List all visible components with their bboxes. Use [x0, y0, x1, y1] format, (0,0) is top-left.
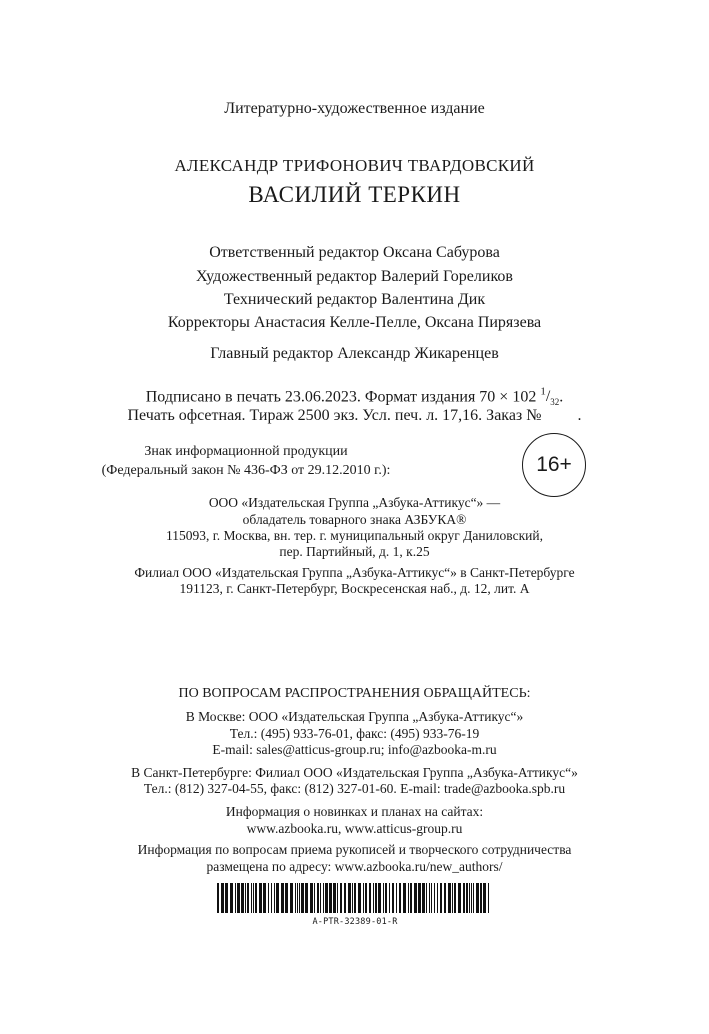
barcode-bar	[271, 883, 272, 913]
editor-proofreaders: Корректоры Анастасия Келле-Пелле, Оксана Пирязева	[167, 314, 542, 331]
barcode-image	[217, 883, 493, 913]
barcode-bar	[221, 883, 224, 913]
age-rating-label-2: (Федеральный закон № 436-ФЗ от 29.12.2010 г.):	[101, 463, 391, 478]
barcode-bar	[448, 883, 451, 913]
publisher-line: обладатель товарного знака АЗБУКА®	[242, 512, 467, 527]
barcode-bar	[434, 883, 435, 913]
barcode-bar	[340, 883, 342, 913]
distribution-manuscripts-line: Информация по вопросам приема рукописей и творческого сотрудничества	[137, 842, 572, 857]
author-name: АЛЕКСАНДР ТРИФОНОВИЧ ТВАРДОВСКИЙ	[174, 156, 535, 175]
barcode-bar	[399, 883, 401, 913]
barcode-bar	[317, 883, 319, 913]
barcode-bar	[290, 883, 293, 913]
barcode-bar	[255, 883, 257, 913]
distribution-moscow-line: В Москве: ООО «Издательская Группа „Азбука-Аттикус“»	[185, 709, 524, 724]
barcode-bar	[389, 883, 390, 913]
format-numerator: 1	[540, 386, 546, 398]
barcode-bar	[237, 883, 240, 913]
distribution-manuscripts-line: размещена по адресу: www.azbooka.ru/new_authors/	[206, 859, 503, 874]
barcode-bar	[480, 883, 482, 913]
barcode-bar	[452, 883, 453, 913]
barcode-bar	[295, 883, 296, 913]
barcode-bar	[488, 883, 489, 913]
barcode-bar	[358, 883, 361, 913]
barcode-bar	[301, 883, 304, 913]
print-info-end: .	[559, 388, 564, 406]
format-fraction: $^1/_{32}$	[540, 386, 560, 408]
publisher-line: ООО «Издательская Группа „Азбука-Аттикус“» —	[208, 495, 501, 510]
barcode-bar	[245, 883, 246, 913]
barcode-bar	[333, 883, 336, 913]
barcode-bar	[348, 883, 351, 913]
barcode-caption: А-PTR-32389-01-R	[312, 917, 398, 927]
barcode-bar	[383, 883, 384, 913]
distribution-spb-line: Тел.: (812) 327-04-55, факс: (812) 327-01-60. E-mail: trade@azbooka.spb.ru	[143, 781, 566, 796]
branch-line: 191123, г. Санкт-Петербург, Воскресенская наб., д. 12, лит. А	[179, 581, 530, 596]
barcode-bar	[314, 883, 315, 913]
barcode-bar	[344, 883, 346, 913]
barcode-bar	[403, 883, 406, 913]
barcode-bar	[392, 883, 394, 913]
barcode-bar	[458, 883, 461, 913]
barcode-bar	[268, 883, 269, 913]
chief-editor: Главный редактор Александр Жикаренцев	[210, 345, 499, 362]
barcode-bar	[363, 883, 364, 913]
barcode-bar	[285, 883, 288, 913]
barcode-bar	[396, 883, 397, 913]
edition-type: Литературно-художественное издание	[224, 100, 485, 117]
barcode-bar	[259, 883, 262, 913]
barcode-bar	[299, 883, 300, 913]
barcode-bar	[429, 883, 430, 913]
barcode-bar	[476, 883, 479, 913]
editor-technical: Технический редактор Валентина Дик	[223, 291, 486, 308]
barcode-bar	[437, 883, 438, 913]
barcode-bar	[385, 883, 387, 913]
branch-line: Филиал ООО «Издательская Группа „Азбука-Аттикус“» в Санкт-Петербурге	[134, 565, 575, 580]
barcode-bar	[247, 883, 249, 913]
distribution-news-line: www.azbooka.ru, www.atticus-group.ru	[246, 821, 463, 836]
barcode-bar	[473, 883, 474, 913]
barcode-bar	[352, 883, 353, 913]
barcode-bar	[418, 883, 421, 913]
barcode-bar	[274, 883, 275, 913]
barcode-bar	[305, 883, 308, 913]
distribution-spb-line: В Санкт-Петербурге: Филиал ООО «Издательская Группа „Азбука-Аттикус“»	[131, 765, 578, 780]
barcode-bar	[466, 883, 468, 913]
age-rating-badge: 16+	[522, 433, 586, 497]
barcode-bar	[297, 883, 298, 913]
barcode-bar	[426, 883, 427, 913]
barcode-bar	[251, 883, 252, 913]
print-info-line1	[0, 387, 709, 408]
age-rating-label-1: Знак информационной продукции	[144, 444, 348, 459]
print-info-line2: Печать офсетная. Тираж 2500 экз. Усл. печ. л. 17,16. Заказ № .	[127, 407, 582, 424]
barcode-bar	[365, 883, 367, 913]
publisher-line: пер. Партийный, д. 1, к.25	[279, 544, 430, 559]
barcode-bar	[263, 883, 266, 913]
barcode-bar	[235, 883, 236, 913]
barcode-bar	[281, 883, 284, 913]
publisher-line: 115093, г. Москва, вн. тер. г. муниципальный округ Даниловский,	[166, 528, 543, 543]
barcode-bar	[469, 883, 470, 913]
barcode-bar	[253, 883, 254, 913]
barcode-bar	[310, 883, 313, 913]
editor-art: Художественный редактор Валерий Гореликов	[196, 268, 513, 285]
distribution-moscow-line: Тел.: (495) 933-76-01, факс: (495) 933-76-19	[229, 726, 480, 741]
barcode-bar	[354, 883, 356, 913]
barcode-bar	[276, 883, 279, 913]
print-info-text: Подписано в печать 23.06.2023. Формат издания 70 × 102	[145, 388, 537, 406]
barcode-bar	[471, 883, 472, 913]
barcode-bar	[378, 883, 381, 913]
book-title: ВАСИЛИЙ ТЕРКИН	[248, 182, 461, 207]
barcode-bar	[329, 883, 332, 913]
barcode-bar	[217, 883, 219, 913]
barcode-bar	[325, 883, 328, 913]
barcode-bar	[337, 883, 338, 913]
barcode-bar	[373, 883, 374, 913]
barcode-bar	[422, 883, 425, 913]
barcode-bar	[230, 883, 233, 913]
barcode-bar	[375, 883, 377, 913]
distribution-heading: ПО ВОПРОСАМ РАСПРОСТРАНЕНИЯ ОБРАЩАЙТЕСЬ:	[178, 686, 531, 701]
barcode-bar	[454, 883, 456, 913]
barcode-bar	[323, 883, 324, 913]
barcode-bar	[440, 883, 442, 913]
barcode-bar	[241, 883, 244, 913]
distribution-news-line: Информация о новинках и планах на сайтах:	[225, 804, 484, 819]
barcode-bar	[431, 883, 432, 913]
distribution-moscow-line: E-mail: sales@atticus-group.ru; info@azbooka-m.ru	[212, 742, 497, 757]
barcode-bar	[483, 883, 486, 913]
barcode-bar	[463, 883, 465, 913]
barcode-bar	[410, 883, 412, 913]
barcode-bar	[320, 883, 321, 913]
editor-responsible: Ответственный редактор Оксана Сабурова	[209, 244, 500, 261]
barcode-bar	[369, 883, 371, 913]
barcode-bar	[408, 883, 409, 913]
format-denominator: 32	[550, 397, 560, 408]
barcode-bar	[225, 883, 228, 913]
barcode-bar	[414, 883, 417, 913]
barcode-bar	[444, 883, 446, 913]
